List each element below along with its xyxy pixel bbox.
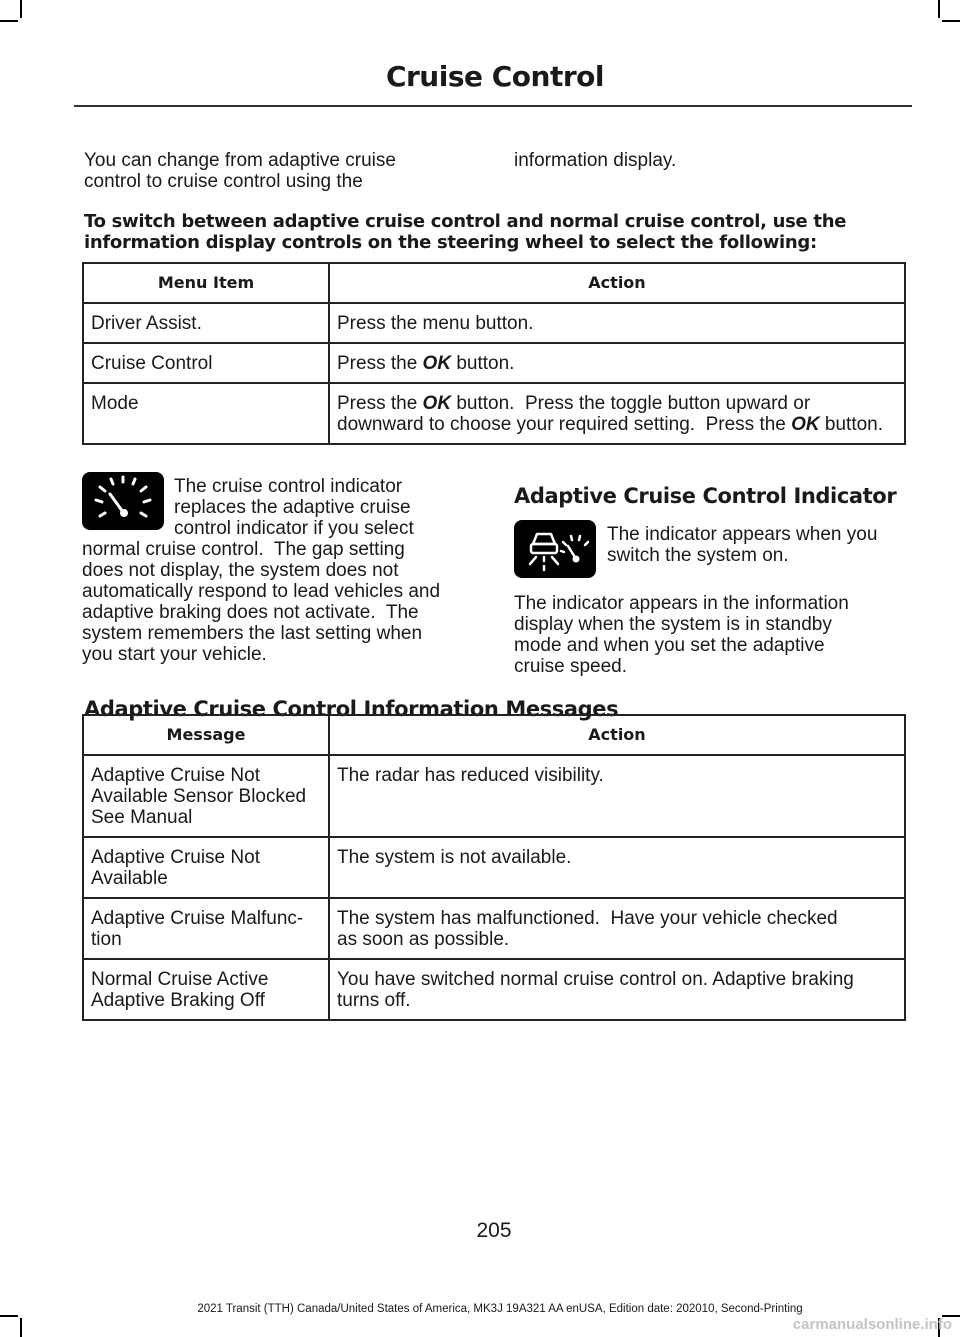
table-row [83,303,905,343]
edition-line: 2021 Transit (TTH) Canada/United States of America, MK3J 19A321 AA enUSA, Edition date: 202010, Second-Printing [197,1303,803,1315]
acc-indicator-short: The indicator appears when you switch the system on. [607,524,878,566]
action-cell: You have switched normal cruise control on. Adaptive braking turns off. [329,959,905,1020]
watermark: carmanualsonline.info [792,1316,952,1333]
cruise-indicator-text [82,476,482,665]
crop-mark [0,20,18,22]
table-header-row [83,263,905,303]
menu-item-cell: Driver Assist. [83,303,329,343]
menu-table [82,262,906,445]
column-header-action: Action [329,715,905,755]
page-title: Cruise Control [385,60,604,93]
crop-mark [0,1315,18,1317]
message-cell: Adaptive Cruise Malfunc- tion [83,898,329,959]
message-cell: Adaptive Cruise Not Available [83,837,329,898]
table-row [83,343,905,383]
table-row [83,959,905,1020]
crop-mark [20,1318,22,1337]
action-cell: Press the menu button. [329,303,905,343]
table-row [83,755,905,837]
column-header-action: Action [329,263,905,303]
action-cell: The system has malfunctioned. Have your vehicle checked as soon as possible. [329,898,905,959]
action-cell: The radar has reduced visibility. [329,755,905,837]
action-cell: Press the OK button. Press the toggle button upward or downward to choose your required setting. Press the OK button. [329,383,905,444]
cruise-indicator-description: The cruise control indicator replaces the adaptive cruise control indicator if you select normal cruise control. The gap setting does not display, the system does not automatically respond to lead vehicles and adaptive braking does not activate. The system remembers the last setting when you start your vehicle. [82,476,441,665]
section-heading-acc-indicator: Adaptive Cruise Control Indicator [514,484,897,508]
intro-paragraph: You can change from adaptive cruise control to cruise control using the [84,150,396,192]
menu-item-cell: Cruise Control [83,343,329,383]
action-cell: The system is not available. [329,837,905,898]
table-row [83,383,905,444]
column-header-menu-item: Menu Item [83,263,329,303]
message-cell: Normal Cruise Active Adaptive Braking Off [83,959,329,1020]
page-number: 205 [476,1219,512,1242]
intro-paragraph-continued: information display. [514,150,677,171]
instruction-text: To switch between adaptive cruise control and normal cruise control, use the information display controls on the steering wheel to select the following: [84,211,847,253]
adaptive-cruise-icon [514,520,596,578]
menu-item-cell: Mode [83,383,329,444]
table-row [83,837,905,898]
acc-indicator-paragraph: The indicator appears in the information display when the system is in standby mode and when you set the adaptive cruise speed. [514,593,849,677]
action-cell: Press the OK button. [329,343,905,383]
crop-mark [942,20,960,22]
table-row [83,898,905,959]
section-heading-messages: Adaptive Cruise Control Information Messages [84,697,619,721]
table-header-row [83,715,905,755]
message-cell: Adaptive Cruise Not Available Sensor Blocked See Manual [83,755,329,837]
column-header-message: Message [83,715,329,755]
crop-mark [938,0,940,18]
messages-table [82,714,906,1021]
crop-mark [20,0,22,18]
header-rule [74,105,912,107]
